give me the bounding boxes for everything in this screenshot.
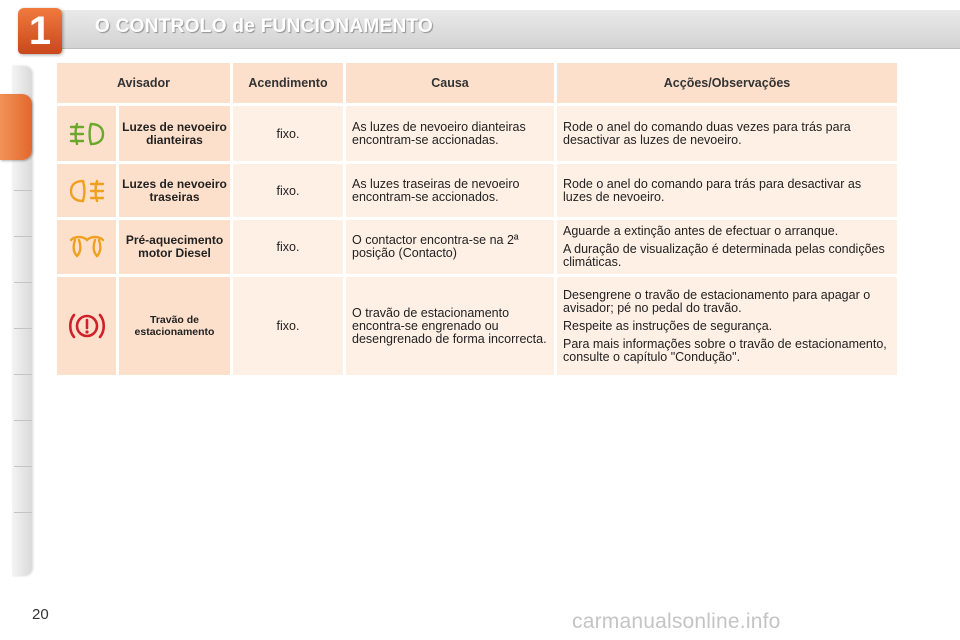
table-row <box>57 164 897 217</box>
action-text: A duração de visualização é determinada pelas condições climáticas. <box>563 242 885 269</box>
actions-cell <box>557 106 897 161</box>
front-fog-light-icon <box>67 119 107 149</box>
warning-icon-cell <box>57 164 116 217</box>
action-text: Rode o anel do comando para trás para desactivar as luzes de nevoeiro. <box>563 176 862 204</box>
lighting-mode: fixo. <box>233 106 343 161</box>
warning-name: Pré-aquecimento motor Diesel <box>119 220 230 274</box>
rear-fog-light-icon <box>67 176 107 206</box>
tab-divider <box>14 374 32 375</box>
page-number: 20 <box>32 606 49 623</box>
parking-brake-icon <box>66 310 108 342</box>
action-text: Para mais informações sobre o travão de estacionamento, consulte o capítulo "Condução". <box>563 336 887 364</box>
watermark: carmanualsonline.info <box>572 610 781 633</box>
tab-divider <box>14 466 32 467</box>
page-title: O CONTROLO de FUNCIONAMENTO <box>95 16 434 37</box>
page-header <box>0 0 960 58</box>
lighting-mode: fixo. <box>233 277 343 375</box>
tab-divider <box>14 236 32 237</box>
chapter-tab-active[interactable] <box>0 94 32 160</box>
diesel-preheating-icon <box>67 232 107 262</box>
tab-divider <box>14 190 32 191</box>
table-header-row <box>57 63 897 103</box>
cause-text: O travão de estacionamento encontra-se engrenado ou desengrenado de forma incorrecta. <box>346 277 554 375</box>
table-row <box>57 220 897 274</box>
lighting-mode: fixo. <box>233 220 343 274</box>
column-header-causa: Causa <box>346 63 554 103</box>
table-row <box>57 106 897 161</box>
actions-cell <box>557 277 897 375</box>
actions-cell <box>557 220 897 274</box>
cause-text: As luzes de nevoeiro dianteiras encontram-se accionadas. <box>346 106 554 161</box>
warning-icon-cell <box>57 220 116 274</box>
table-row <box>57 277 897 375</box>
tab-divider <box>14 328 32 329</box>
column-header-avisador: Avisador <box>57 63 230 103</box>
warning-name: Travão de estacionamento <box>119 277 230 375</box>
warning-name: Luzes de nevoeiro dianteiras <box>119 106 230 161</box>
lighting-mode: fixo. <box>233 164 343 217</box>
tab-divider <box>14 512 32 513</box>
column-header-accoes: Acções/Observações <box>557 63 897 103</box>
cause-text: O contactor encontra-se na 2ª posição (Contacto) <box>346 220 554 274</box>
tab-divider <box>14 420 32 421</box>
chapter-tab-strip <box>0 60 34 580</box>
warning-icon-cell <box>57 106 116 161</box>
cause-text: As luzes traseiras de nevoeiro encontram-se accionados. <box>346 164 554 217</box>
warning-name: Luzes de nevoeiro traseiras <box>119 164 230 217</box>
action-text: Aguarde a extinção antes de efectuar o arranque. <box>563 224 839 238</box>
warning-icon-cell <box>57 277 116 375</box>
action-text: Desengrene o travão de estacionamento para apagar o avisador; pé no pedal do travão. <box>563 287 871 315</box>
tab-divider <box>14 282 32 283</box>
actions-cell <box>557 164 897 217</box>
action-text: Rode o anel do comando duas vezes para trás para desactivar as luzes de nevoeiro. <box>563 119 851 147</box>
warning-lights-table <box>54 60 900 378</box>
column-header-acendimento: Acendimento <box>233 63 343 103</box>
action-text: Respeite as instruções de segurança. <box>563 318 773 333</box>
chapter-number-badge: 1 <box>18 8 62 54</box>
